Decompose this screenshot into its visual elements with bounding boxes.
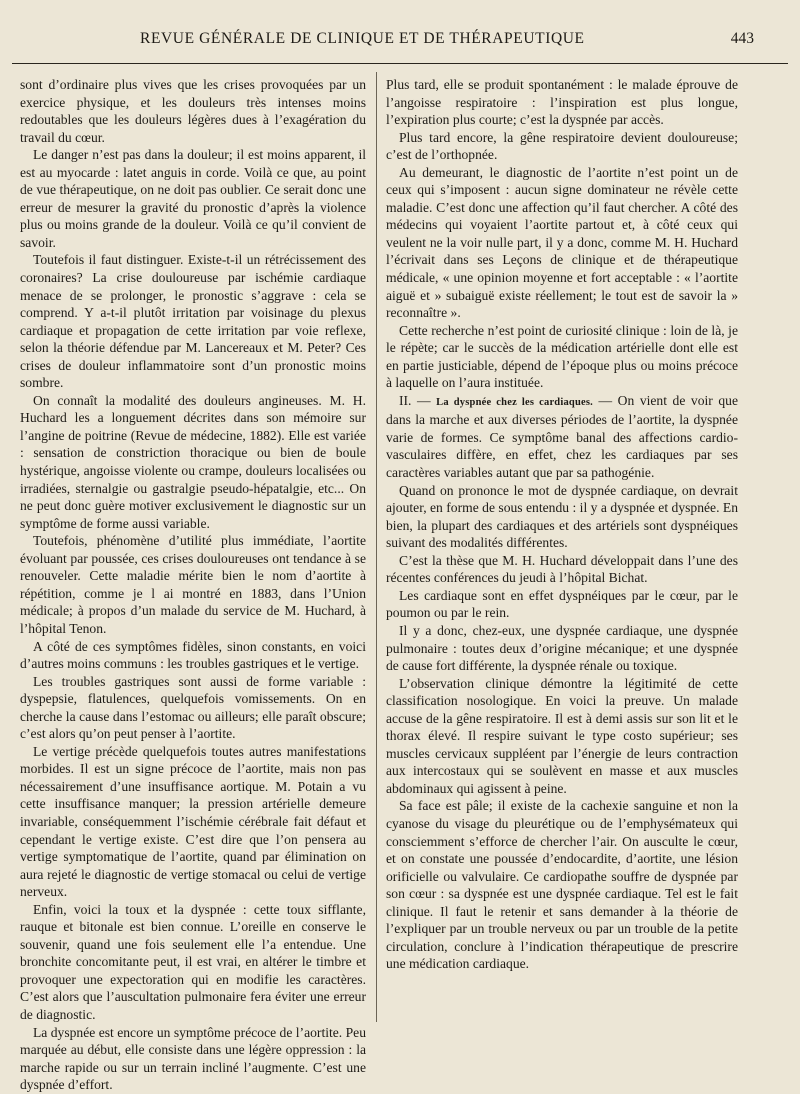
- paragraph: Il y a donc, chez-eux, une dyspnée cardiaque, une dyspnée pulmonaire : toutes deux d’origine mécanique; et une dyspnée de cause fort différente, la dyspnée rénale ou toxique.: [386, 622, 738, 674]
- paragraph: Le danger n’est pas dans la douleur; il est moins apparent, il est au myocarde : latet anguis in corde. Voilà ce que, au point de vue thérapeutique, on ne doit pas oublier. Ce serait donc une erreur de mesurer la gravité du pronostic d’après la violence plus ou moins grande de la douleur. Voilà ce qu’il convient de savoir.: [20, 147, 366, 250]
- running-title: REVUE GÉNÉRALE DE CLINIQUE ET DE THÉRAPEUTIQUE: [140, 30, 585, 47]
- paragraph: Les cardiaque sont en effet dyspnéiques par le cœur, par le poumon ou par le rein.: [386, 587, 738, 621]
- section-paragraph: II. — La dyspnée chez les cardiaques. — On vient de voir que dans la marche et aux diverses périodes de l’aortite, la dyspnée varie de formes. Ce symptôme banal des affections cardio-vasculaires diffère, en effet, chez les cardiaques par ses caractères variables autant que par sa pathogénie.: [386, 392, 738, 481]
- paragraph: Plus tard encore, la gêne respiratoire devient douloureuse; c’est de l’orthopnée.: [386, 129, 738, 163]
- paragraph: Cette recherche n’est point de curiosité clinique : loin de là, je le répète; car le succès de la médication artérielle dont elle est en partie justiciable, dépend de l’époque plus ou moins précoce à laquelle on l’aura instituée.: [386, 322, 738, 391]
- paragraph: Quand on prononce le mot de dyspnée cardiaque, on devrait ajouter, en forme de sous entendu : il y a dyspnée et dyspnée. En bien, la plupart des cardiaques et des artériels sont dyspnéiques suivant des modalités différentes.: [386, 482, 738, 551]
- paragraph: A côté de ces symptômes fidèles, sinon constants, en voici d’autres moins communs : les troubles gastriques et le vertige.: [20, 638, 366, 672]
- paragraph: Plus tard, elle se produit spontanément : le malade éprouve de l’angoisse respiratoire : l’inspiration est plus longue, l’expiration plus courte; c’est la dyspnée par accès.: [386, 77, 738, 128]
- paragraph: La dyspnée est encore un symptôme précoce de l’aortite. Peu marquée au début, elle consiste dans une légère oppression : la marche rapide ou sur un terrain incliné l’augmente. C’est une dyspnée d’effort.: [20, 1024, 366, 1093]
- paragraph: Les troubles gastriques sont aussi de forme variable : dyspepsie, flatulences, quelquefois vomissements. On en cherche la cause dans l’estomac ou ailleurs; elle paraît obscure; c’est alors qu’on peut penser à l’aortite.: [20, 673, 366, 742]
- paragraph: Toutefois il faut distinguer. Existe-t-il un rétrécissement des coronaires? La crise douloureuse par ischémie cardiaque menace de se prolonger, le pronostic s’aggrave : cela se comprend. Y a-t-il plutôt irritation par voisinage du plexus cardiaque et propagation de cette irritation par voie reflexe, selon la théorie défendue par M. Lancereaux et M. Peter? Ces crises de douleur inflammatoire sont d’un pronostic moins sombre.: [20, 252, 366, 391]
- column-divider: [376, 72, 377, 1022]
- paragraph: L’observation clinique démontre la légitimité de cette classification nosologique. En voici la preuve. Un malade accuse de la gêne respiratoire. Il est à demi assis sur son lit et le thorax élevé. Il respire suivant le type costo supérieur; ses muscles cervicaux suppléent par l’énergie de leurs contraction aux intercostaux qui se soulèvent en masse et aux muscles abdominaux qui agissent à peine.: [386, 675, 738, 796]
- paragraph: On connaît la modalité des douleurs angineuses. M. H. Huchard les a longuement décrites dans son mémoire sur l’angine de poitrine (Revue de médecine, 1882). Elle est variée : sensation de constriction thoracique ou bien de boule hystérique, angoisse violente ou crampe, douleurs localisées ou irradiées, sternalgie ou gastralgie pseudo-hépatalgie, etc... On ne peut donc guère motiver exclusivement le diagnostic sur un symptôme de forme aussi variable.: [20, 392, 366, 531]
- paragraph: sont d’ordinaire plus vives que les crises provoquées par un exercice physique, et les douleurs très intenses moins redoutables que les douleurs légères dues à l’exagération du travail du cœur.: [20, 77, 366, 145]
- left-column: [20, 76, 366, 1094]
- section-lead-text: On vient de voir que dans la marche et aux diverses périodes de l’aortite, la dyspnée varie de formes. Ce symptôme banal des affections cardio-vasculaires diffère, en effet, chez les cardiaques par ses caractères variables autant que par sa pathogénie.: [386, 392, 738, 481]
- right-column: [386, 76, 738, 973]
- header-rule: [12, 63, 788, 64]
- paragraph: Enfin, voici la toux et la dyspnée : cette toux sifflante, rauque et bitonale est bien connue. L’oreille en conserve le souvenir, quand une fois seulement elle l’a entendue. Une bronchite concomitante peut, il est vrai, en altérer le timbre et provoquer une expectoration qui en modifie les caractères. C’est alors que l’auscultation pulmonaire fera éviter une erreur de diagnostic.: [20, 901, 366, 1022]
- section-heading: La dyspnée chez les cardiaques.: [436, 396, 593, 408]
- paragraph: Le vertige précède quelquefois toutes autres manifestations morbides. Il est un signe précoce de l’aortite, mais non pas nécessairement d’une insuffisance aortique. M. Potain a vu cette insuffisance manquer; la pression artérielle demeure invariable, conséquemment l’ischémie cérébrale fait défaut et cependant le vertige existe. C’est dire que l’on pensera au vertige symptomatique de l’aortite, quand par élimination on aura rejeté le diagnostic de vertige stomacal ou celui de vertige nerveux.: [20, 743, 366, 900]
- paragraph: C’est la thèse que M. H. Huchard développait dans l’une des récentes conférences du jeudi à l’hôpital Bichat.: [386, 552, 738, 586]
- page-header: [0, 24, 800, 60]
- page-number: 443: [730, 30, 754, 47]
- paragraph: Toutefois, phénomène d’utilité plus immédiate, l’aortite évoluant par poussée, ces crises douloureuses ont tendance à se renouveler. Cette maladie mérite bien le nom d’aortite à répétition, comme je l ai montré en 1883, dans l’Union médicale; à propos d’un malade du service de M. Huchard, à l’hôpital Tenon.: [20, 533, 366, 636]
- paragraph: Au demeurant, le diagnostic de l’aortite n’est point un de ceux qui s’imposent : aucun signe dominateur ne révèle cette maladie. C’est donc une affection qu’il faut chercher. A côté des médecins qui voyaient l’aortite partout et, à côté ceux qui veulent ne la voir nulle part, il y a donc, comme M. H. Huchard l’écrivait dans ses Leçons de clinique et de thérapeutique médicale, « une opinion moyenne et fort acceptable : « l’aortite aiguë et » subaiguë existe réellement; le tout est de savoir la » reconnaître ».: [386, 164, 738, 321]
- paragraph: Sa face est pâle; il existe de la cachexie sanguine et non la cyanose du visage du pleurétique ou de l’emphysémateux qui consciemment s’efforce de chercher l’air. On ausculte le cœur, et on constate une poussée d’endocardite, d’aortite, une lésion orificielle ou valvulaire. Ce cardiopathe souffre de dyspnée par son cœur : sa dyspnée est une dyspnée cardiaque. Tel est le fait clinique. Il faut le retenir et sans demander à la théorie de l’expliquer par un trouble nerveux ou par un trouble de la petite circulation, conclure à l’indication thérapeutique de prescrire une médication cardiaque.: [386, 798, 738, 972]
- section-number: II. —: [399, 392, 431, 408]
